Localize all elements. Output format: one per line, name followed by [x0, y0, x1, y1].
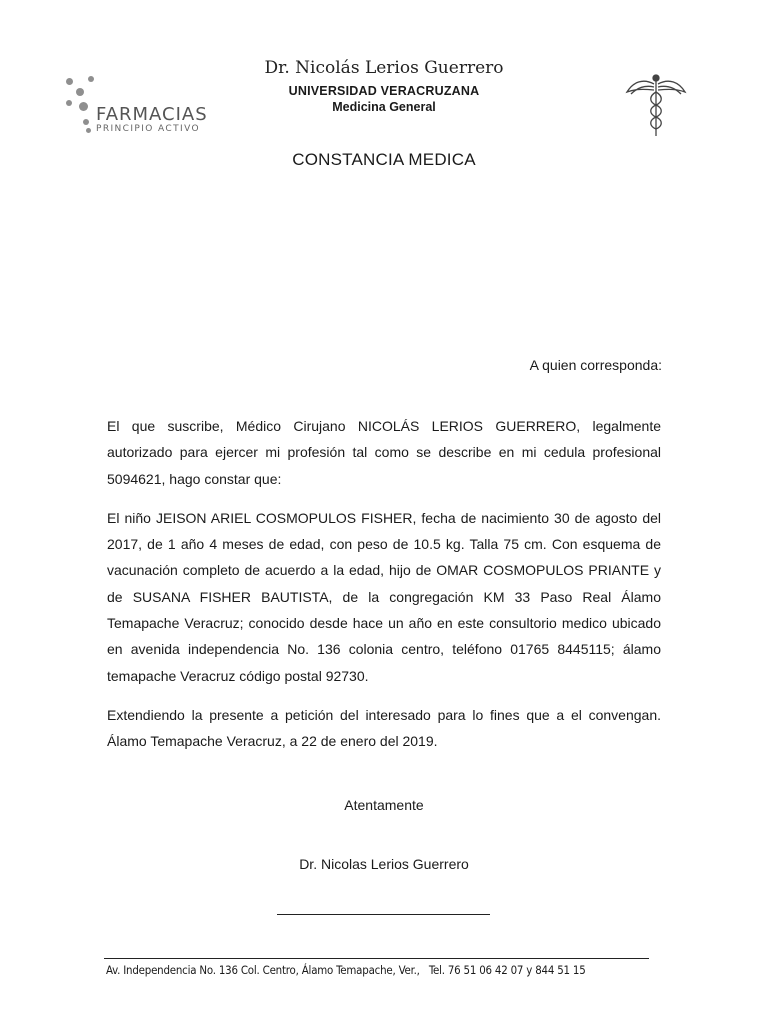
- letterhead: [250, 58, 518, 114]
- body-paragraph: El niño JEISON ARIEL COSMOPULOS FISHER, fecha de nacimiento 30 de agosto del 2017, de 1 año 4 meses de edad, con peso de 10.5 kg. Talla 75 cm. Con esquema de vacunación completo de acuerdo a la edad, hijo de OMAR COSMOPULOS PRIANTE y de SUSANA FISHER BAUTISTA, de la congregación KM 33 Paso Real Álamo Temapache Veracruz; conocido desde hace un año en este consultorio medico ubicado en avenida independencia No. 136 colonia centro, teléfono 01765 8445115; álamo temapache Veracruz código postal 92730.: [107, 509, 661, 684]
- document-body: [107, 413, 661, 755]
- logo-dot: [66, 78, 73, 85]
- body-paragraph: El que suscribe, Médico Cirujano NICOLÁS LERIOS GUERRERO, legalmente autorizado para ejercer mi profesión tal como se describe en mi cedula profesional 5094621, hago constar que:: [107, 418, 661, 487]
- university-name: UNIVERSIDAD VERACRUZANA: [288, 84, 480, 98]
- pharmacy-logo: [64, 74, 214, 138]
- doctor-name: Dr. Nicolás Lerios Guerrero: [264, 58, 504, 78]
- logo-dot: [76, 88, 84, 96]
- specialty: Medicina General: [332, 100, 436, 114]
- logo-dot: [86, 128, 91, 133]
- footer-address: Av. Independencia No. 136 Col. Centro, Álamo Temapache, Ver., Tel. 76 51 06 42 07 y 844 51 15: [106, 963, 586, 977]
- logo-name: FARMACIAS: [96, 104, 208, 125]
- signer-name: Dr. Nicolas Lerios Guerrero: [299, 856, 469, 872]
- greeting: A quien corresponda:: [529, 357, 662, 373]
- signature-line: [277, 914, 490, 915]
- logo-subtitle: PRINCIPIO ACTIVO: [96, 124, 200, 134]
- caduceus-icon: [625, 72, 687, 138]
- body-paragraph: Extendiendo la presente a petición del interesado para lo fines que a el convengan. Álamo Temapache Veracruz, a 22 de enero del 2019.: [107, 706, 661, 750]
- logo-dot: [79, 102, 88, 111]
- footer-divider: [104, 958, 649, 959]
- closing: Atentamente: [344, 797, 424, 813]
- logo-dot: [66, 100, 72, 106]
- document-title: CONSTANCIA MEDICA: [292, 150, 476, 169]
- logo-dot: [83, 119, 89, 125]
- logo-dot: [88, 76, 94, 82]
